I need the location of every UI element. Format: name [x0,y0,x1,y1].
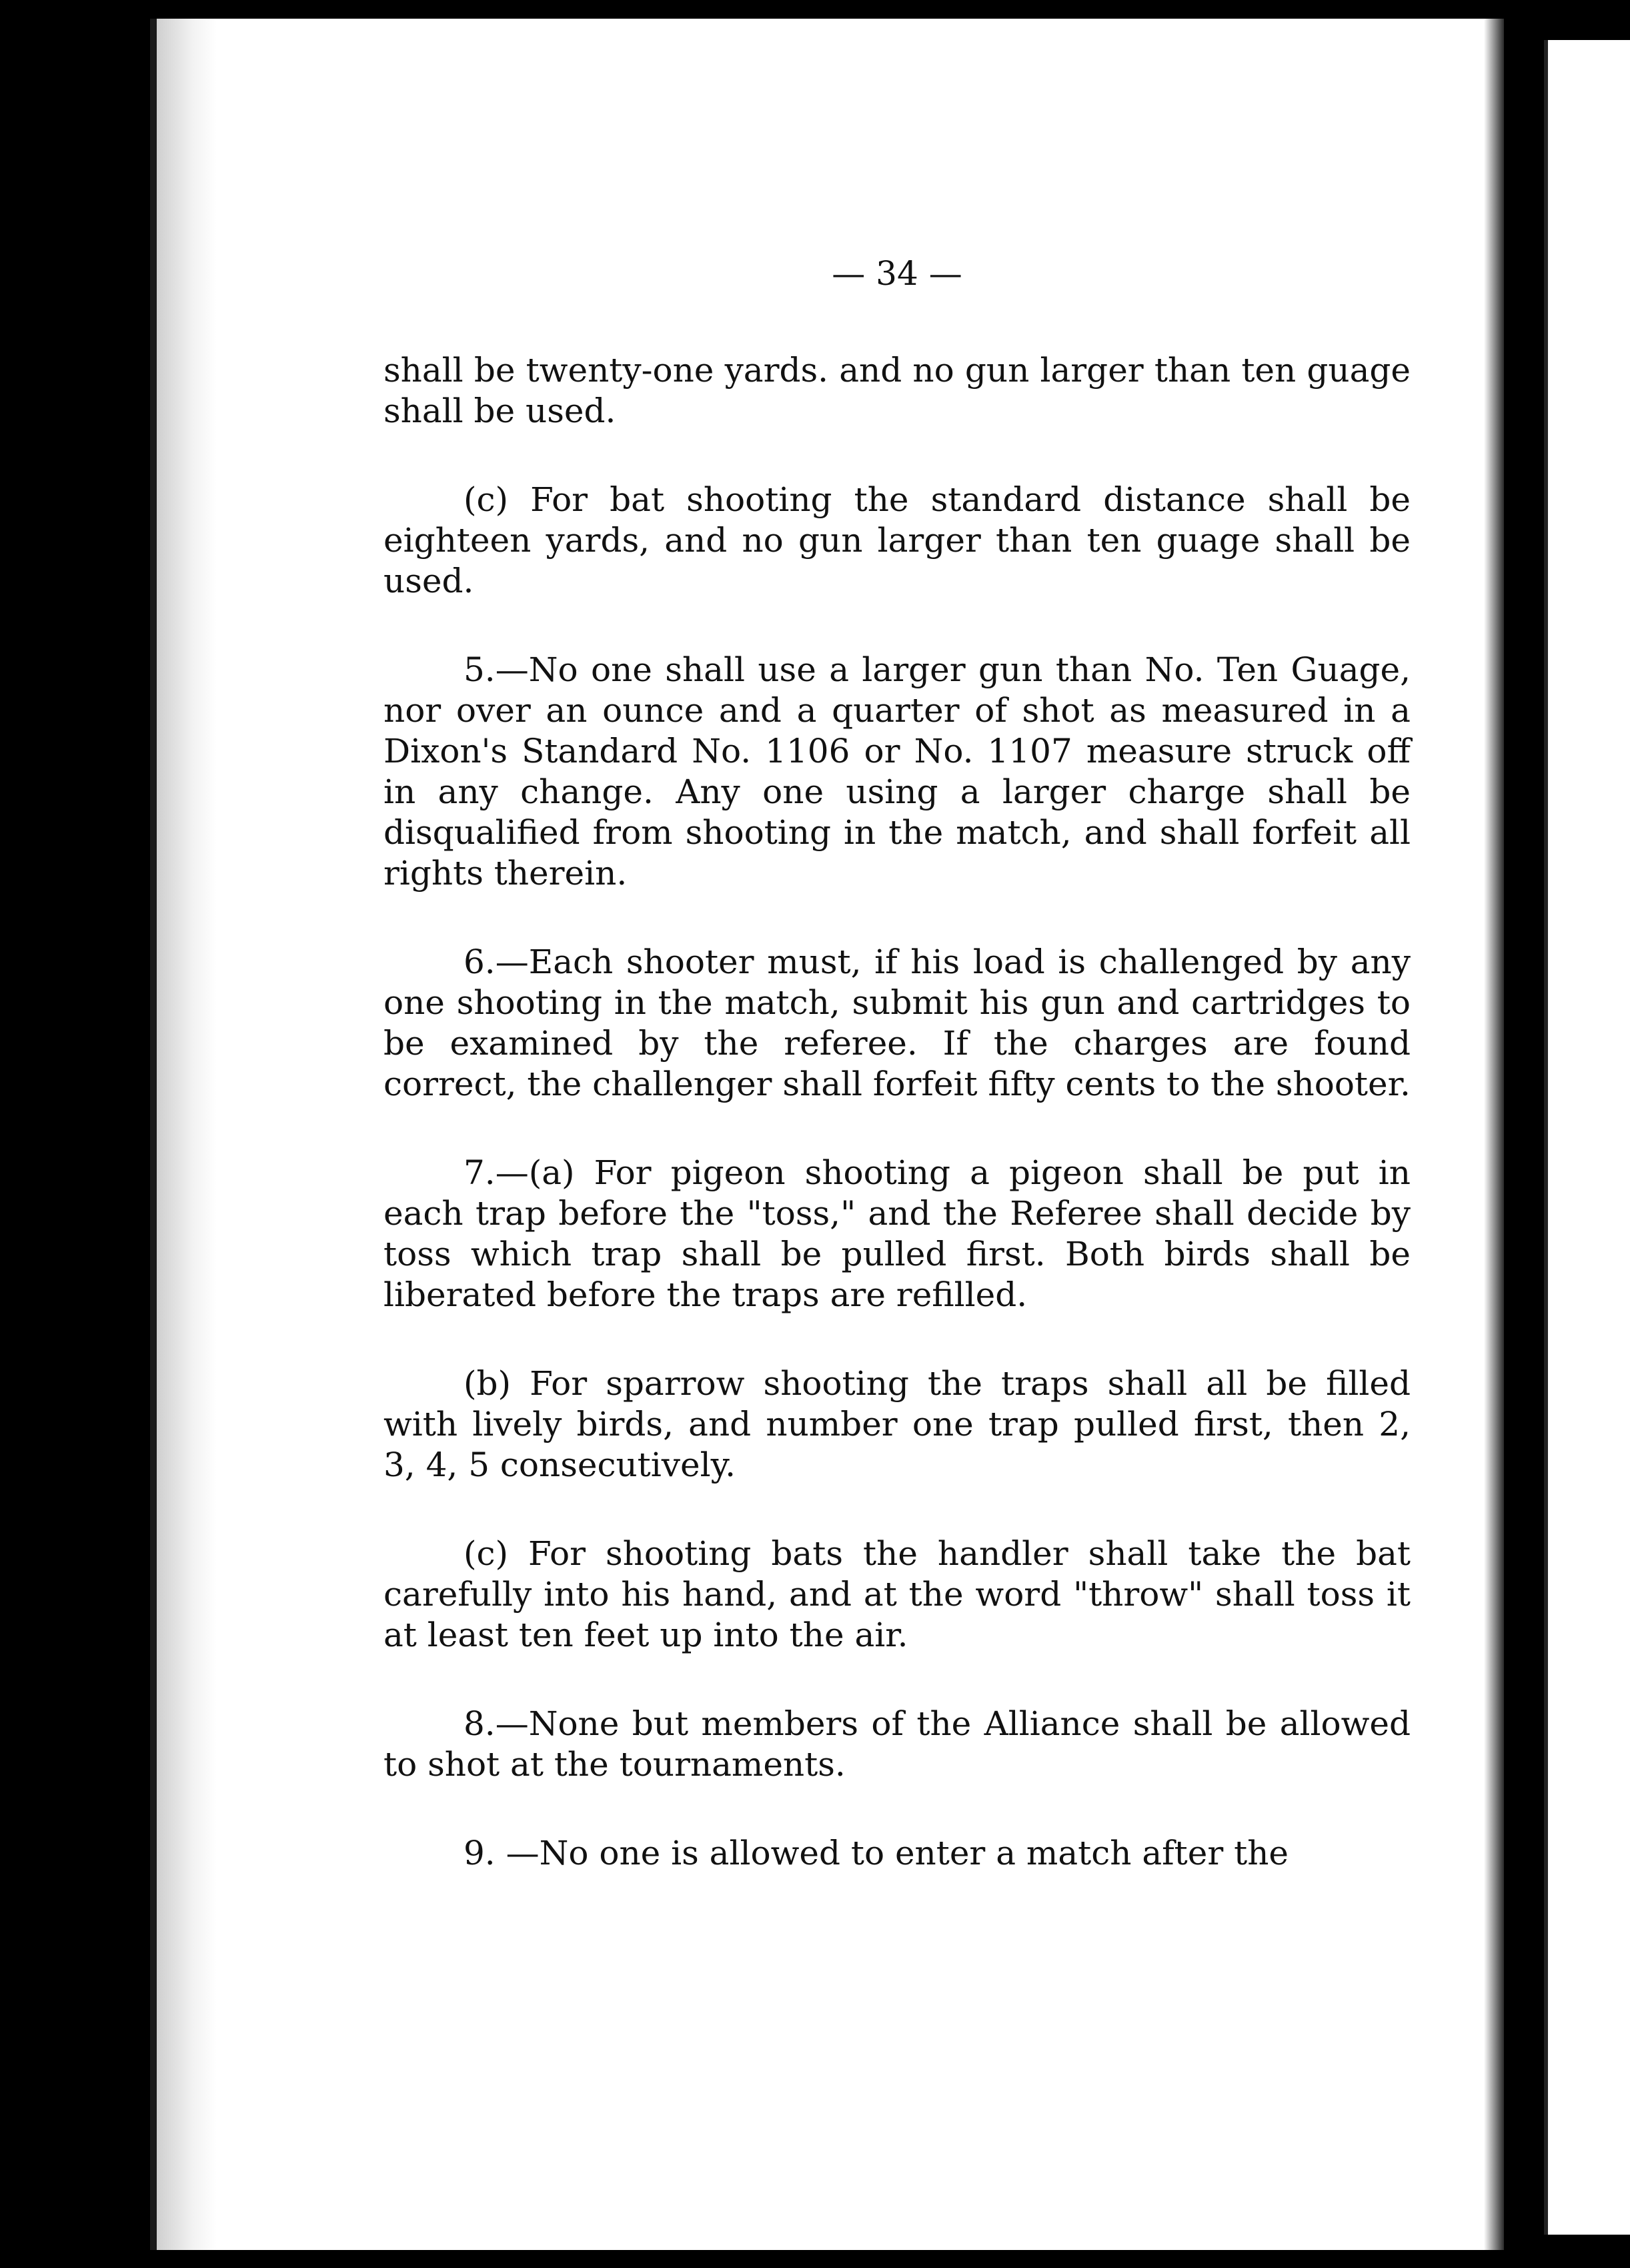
paragraph-continuation: shall be twenty-one yards. and no gun larger than ten guage shall be used. [383,351,1411,430]
paragraph-rule-7c: (c) For shooting bats the handler shall take the bat carefully into his hand, and at the word "throw" shall toss it at least ten feet up into the air. [383,1534,1411,1654]
paragraph-rule-9: 9. —No one is allowed to enter a match after the [464,1834,1289,1872]
scanner-margin-left [0,0,150,2268]
paragraph-rule-5: 5.—No one shall use a larger gun than No. Ten Guage, nor over an ounce and a quarter of shot as measured in a Dixon's Standard No. 1106 or No. 1107 measure struck off in any change. Any one using a larger charge shall be disqualified from shooting in the match, and shall forfeit all rights therein. [383,650,1411,893]
paragraph-rule-7a: 7.—(a) For pigeon shooting a pigeon shall be put in each trap before the "toss," and the Referee shall decide by toss which trap shall be pulled first. Both birds shall be liberated before the traps are refilled. [383,1153,1411,1314]
facing-page-edge [1544,40,1630,2235]
paragraph-rule-7b: (b) For sparrow shooting the traps shall all be filled with lively birds, and number one trap pulled first, then 2, 3, 4, 5 consecutively. [383,1364,1411,1484]
page-text [383,254,1411,1922]
paragraph-rule-8: 8.—None but members of the Alliance shall be allowed to shot at the tournaments. [383,1704,1411,1784]
book-gutter [1504,0,1544,2268]
paragraph-rule-6: 6.—Each shooter must, if his load is challenged by any one shooting in the match, submit his gun and cartridges to be examined by the referee. If the charges are found correct, the challenger shall forfeit fifty cents to the shooter. [383,943,1411,1103]
page-number: — 34 — [832,254,962,293]
paragraph-rule-4c: (c) For bat shooting the standard distance shall be eighteen yards, and no gun larger than ten guage shall be used. [383,480,1411,600]
